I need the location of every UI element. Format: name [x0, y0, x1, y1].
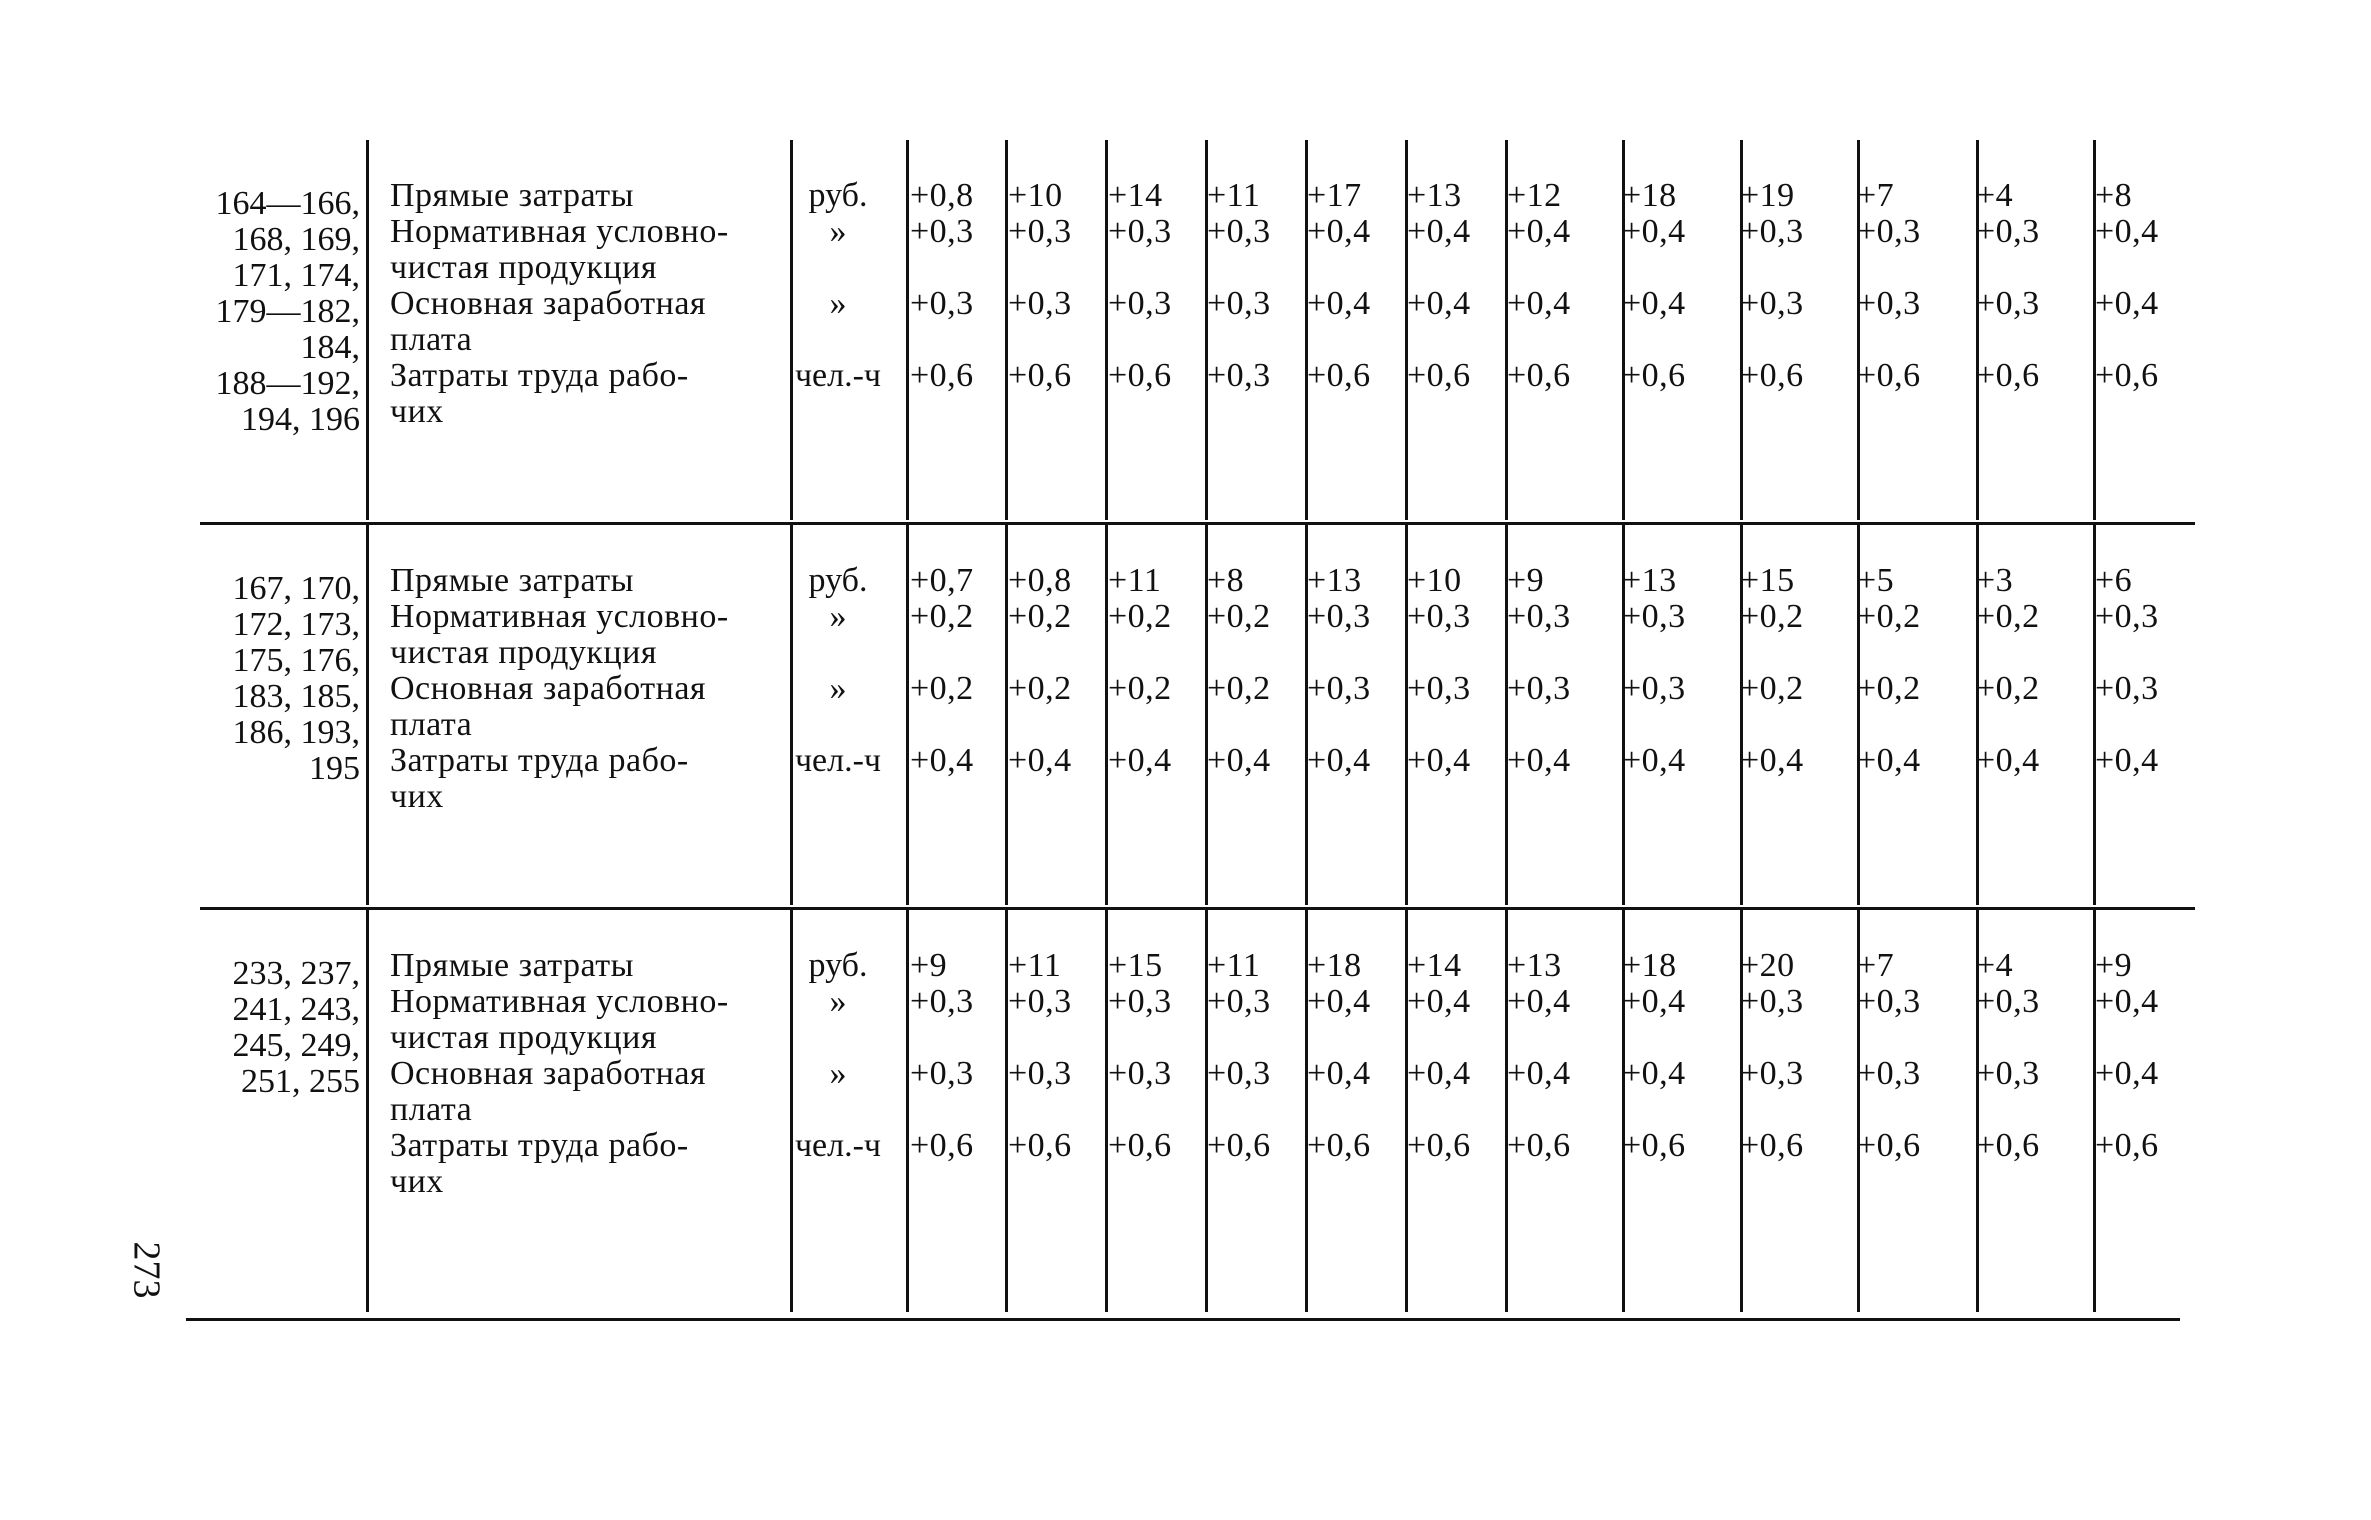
value-cell: +0,6 [1207, 1127, 1271, 1164]
value-cell: +11 [1108, 562, 1162, 599]
value-cell: +0,3 [1008, 1055, 1072, 1092]
unit-label: » [829, 285, 847, 322]
value-cell: +0,4 [1507, 1055, 1571, 1092]
value-cell: +0,3 [1108, 1055, 1172, 1092]
paragraph-code: 233, 237, [232, 955, 360, 992]
paragraph-code: 171, 174, [232, 257, 360, 294]
unit-label: руб. [808, 947, 868, 984]
value-cell: +0,4 [1622, 285, 1686, 322]
unit-label: чел.-ч [794, 1127, 882, 1164]
value-cell: +19 [1740, 177, 1795, 214]
value-cell: +0,3 [1108, 983, 1172, 1020]
value-cell: +0,3 [910, 285, 974, 322]
indicator-label: Основная заработная [390, 670, 707, 707]
value-cell: +0,4 [1507, 213, 1571, 250]
paragraph-code: 175, 176, [232, 642, 360, 679]
indicator-label: плата [390, 706, 473, 743]
unit-label: руб. [808, 177, 868, 214]
paragraph-code: 168, 169, [232, 221, 360, 258]
value-cell: +0,6 [1407, 357, 1471, 394]
column-divider [906, 910, 909, 1312]
paragraph-code: 184, [300, 329, 360, 366]
value-cell: +10 [1407, 562, 1462, 599]
value-cell: +0,7 [910, 562, 974, 599]
indicator-label: чих [390, 1163, 444, 1200]
value-cell: +9 [910, 947, 948, 984]
value-cell: +0,4 [1622, 983, 1686, 1020]
value-cell: +0,3 [1857, 213, 1921, 250]
value-cell: +15 [1108, 947, 1163, 984]
paragraph-code: 183, 185, [232, 678, 360, 715]
value-cell: +0,3 [1207, 983, 1271, 1020]
value-cell: +0,6 [1507, 1127, 1571, 1164]
value-cell: +0,3 [1857, 285, 1921, 322]
value-cell: +0,6 [1307, 357, 1371, 394]
value-cell: +0,3 [1857, 983, 1921, 1020]
section-rule [200, 522, 2195, 525]
value-cell: +0,4 [1407, 213, 1471, 250]
value-cell: +0,4 [2095, 983, 2159, 1020]
value-cell: +0,3 [1108, 285, 1172, 322]
value-cell: +0,2 [1857, 598, 1921, 635]
value-cell: +0,3 [1207, 285, 1271, 322]
value-cell: +9 [2095, 947, 2133, 984]
value-cell: +8 [1207, 562, 1245, 599]
value-cell: +0,3 [1307, 598, 1371, 635]
value-cell: +0,4 [1307, 1055, 1371, 1092]
value-cell: +0,6 [1507, 357, 1571, 394]
value-cell: +0,3 [1207, 213, 1271, 250]
value-cell: +0,6 [1307, 1127, 1371, 1164]
column-divider [366, 140, 369, 520]
value-cell: +0,6 [1108, 357, 1172, 394]
paragraph-code: 194, 196 [241, 401, 360, 438]
value-cell: +0,3 [1740, 1055, 1804, 1092]
column-divider [366, 910, 369, 1312]
indicator-label: Основная заработная [390, 1055, 707, 1092]
value-cell: +0,3 [1857, 1055, 1921, 1092]
value-cell: +0,3 [1407, 598, 1471, 635]
value-cell: +4 [1976, 177, 2014, 214]
value-cell: +4 [1976, 947, 2014, 984]
value-cell: +0,4 [2095, 742, 2159, 779]
column-divider [906, 140, 909, 520]
value-cell: +0,2 [1207, 670, 1271, 707]
value-cell: +0,3 [1507, 670, 1571, 707]
column-divider [366, 525, 369, 905]
value-cell: +0,6 [1008, 357, 1072, 394]
indicator-label: чистая продукция [390, 249, 657, 286]
value-cell: +0,4 [1857, 742, 1921, 779]
value-cell: +12 [1507, 177, 1562, 214]
indicator-label: чистая продукция [390, 1019, 657, 1056]
value-cell: +0,6 [1740, 357, 1804, 394]
value-cell: +10 [1008, 177, 1063, 214]
value-cell: +0,3 [1976, 983, 2040, 1020]
unit-label: » [829, 1055, 847, 1092]
value-cell: +14 [1407, 947, 1462, 984]
paragraph-code: 186, 193, [232, 714, 360, 751]
value-cell: +0,2 [910, 670, 974, 707]
value-cell: +18 [1622, 947, 1677, 984]
unit-label: чел.-ч [794, 357, 882, 394]
value-cell: +0,2 [910, 598, 974, 635]
indicator-label: Прямые затраты [390, 177, 634, 214]
value-cell: +0,6 [1622, 1127, 1686, 1164]
value-cell: +0,3 [1976, 285, 2040, 322]
value-cell: +13 [1307, 562, 1362, 599]
paragraph-code: 245, 249, [232, 1027, 360, 1064]
value-cell: +0,3 [1307, 670, 1371, 707]
page-number: 273 [125, 1241, 168, 1299]
value-cell: +13 [1622, 562, 1677, 599]
value-cell: +0,8 [910, 177, 974, 214]
value-cell: +13 [1407, 177, 1462, 214]
value-cell: +0,6 [1976, 1127, 2040, 1164]
value-cell: +7 [1857, 177, 1895, 214]
value-cell: +0,4 [1507, 742, 1571, 779]
value-cell: +0,2 [1008, 598, 1072, 635]
value-cell: +8 [2095, 177, 2133, 214]
indicator-label: Нормативная условно- [390, 598, 729, 635]
value-cell: +0,4 [1507, 285, 1571, 322]
paragraph-code: 241, 243, [232, 991, 360, 1028]
indicator-label: чистая продукция [390, 634, 657, 671]
unit-label: » [829, 983, 847, 1020]
value-cell: +6 [2095, 562, 2133, 599]
value-cell: +0,3 [1207, 1055, 1271, 1092]
indicator-label: чих [390, 778, 444, 815]
paragraph-code: 195 [309, 750, 360, 787]
value-cell: +0,6 [1008, 1127, 1072, 1164]
value-cell: +11 [1207, 177, 1261, 214]
value-cell: +0,3 [1108, 213, 1172, 250]
value-cell: +0,4 [1407, 742, 1471, 779]
value-cell: +0,6 [1857, 1127, 1921, 1164]
value-cell: +0,6 [910, 357, 974, 394]
value-cell: +0,2 [1108, 670, 1172, 707]
value-cell: +0,3 [1740, 213, 1804, 250]
value-cell: +0,3 [1407, 670, 1471, 707]
value-cell: +15 [1740, 562, 1795, 599]
value-cell: +0,3 [1507, 598, 1571, 635]
value-cell: +0,2 [1008, 670, 1072, 707]
value-cell: +0,3 [2095, 598, 2159, 635]
column-divider [906, 525, 909, 905]
unit-label: » [829, 670, 847, 707]
value-cell: +0,3 [1008, 213, 1072, 250]
value-cell: +0,4 [1008, 742, 1072, 779]
indicator-label: Прямые затраты [390, 562, 634, 599]
value-cell: +0,3 [1008, 983, 1072, 1020]
indicator-label: Нормативная условно- [390, 213, 729, 250]
value-cell: +0,4 [1622, 1055, 1686, 1092]
value-cell: +3 [1976, 562, 2014, 599]
value-cell: +11 [1207, 947, 1261, 984]
value-cell: +0,3 [910, 983, 974, 1020]
value-cell: +0,3 [1622, 598, 1686, 635]
value-cell: +13 [1507, 947, 1562, 984]
value-cell: +0,6 [1407, 1127, 1471, 1164]
section-rule [200, 907, 2195, 910]
value-cell: +0,4 [2095, 285, 2159, 322]
value-cell: +0,6 [1857, 357, 1921, 394]
value-cell: +0,4 [1108, 742, 1172, 779]
value-cell: +0,4 [1622, 213, 1686, 250]
value-cell: +0,4 [1307, 285, 1371, 322]
value-cell: +0,4 [1976, 742, 2040, 779]
value-cell: +0,4 [1507, 983, 1571, 1020]
value-cell: +11 [1008, 947, 1062, 984]
unit-label: » [829, 598, 847, 635]
paragraph-code: 179—182, [215, 293, 360, 330]
value-cell: +0,3 [1207, 357, 1271, 394]
paragraph-code: 164—166, [215, 185, 360, 222]
value-cell: +0,3 [1976, 1055, 2040, 1092]
value-cell: +0,4 [2095, 213, 2159, 250]
indicator-label: плата [390, 321, 473, 358]
value-cell: +0,4 [1622, 742, 1686, 779]
value-cell: +0,2 [1740, 598, 1804, 635]
value-cell: +7 [1857, 947, 1895, 984]
indicator-label: Затраты труда рабо- [390, 357, 689, 394]
paragraph-code: 172, 173, [232, 606, 360, 643]
indicator-label: Затраты труда рабо- [390, 742, 689, 779]
value-cell: +0,3 [1740, 983, 1804, 1020]
value-cell: +9 [1507, 562, 1545, 599]
indicator-label: Нормативная условно- [390, 983, 729, 1020]
paragraph-code: 251, 255 [241, 1063, 360, 1100]
value-cell: +0,6 [1976, 357, 2040, 394]
paragraph-code: 167, 170, [232, 570, 360, 607]
value-cell: +5 [1857, 562, 1895, 599]
value-cell: +0,2 [1976, 670, 2040, 707]
indicator-label: Прямые затраты [390, 947, 634, 984]
value-cell: +0,4 [1740, 742, 1804, 779]
value-cell: +14 [1108, 177, 1163, 214]
indicator-label: Основная заработная [390, 285, 707, 322]
value-cell: +0,3 [910, 1055, 974, 1092]
paragraph-code: 188—192, [215, 365, 360, 402]
value-cell: +0,4 [2095, 1055, 2159, 1092]
value-cell: +0,6 [2095, 357, 2159, 394]
value-cell: +0,2 [1857, 670, 1921, 707]
value-cell: +0,3 [1622, 670, 1686, 707]
value-cell: +0,4 [1307, 742, 1371, 779]
value-cell: +0,4 [910, 742, 974, 779]
unit-label: чел.-ч [794, 742, 882, 779]
value-cell: +0,6 [910, 1127, 974, 1164]
value-cell: +0,3 [1740, 285, 1804, 322]
value-cell: +20 [1740, 947, 1795, 984]
value-cell: +0,4 [1307, 983, 1371, 1020]
section-rule [186, 1318, 2180, 1321]
value-cell: +0,6 [1108, 1127, 1172, 1164]
value-cell: +0,4 [1307, 213, 1371, 250]
value-cell: +18 [1307, 947, 1362, 984]
value-cell: +0,6 [1740, 1127, 1804, 1164]
value-cell: +0,4 [1407, 983, 1471, 1020]
value-cell: +0,4 [1407, 285, 1471, 322]
value-cell: +0,6 [1622, 357, 1686, 394]
value-cell: +0,3 [910, 213, 974, 250]
value-cell: +0,2 [1108, 598, 1172, 635]
value-cell: +0,8 [1008, 562, 1072, 599]
value-cell: +0,2 [1740, 670, 1804, 707]
value-cell: +0,4 [1407, 1055, 1471, 1092]
indicator-label: чих [390, 393, 444, 430]
value-cell: +0,3 [1008, 285, 1072, 322]
value-cell: +0,6 [2095, 1127, 2159, 1164]
unit-label: » [829, 213, 847, 250]
unit-label: руб. [808, 562, 868, 599]
value-cell: +0,2 [1207, 598, 1271, 635]
value-cell: +0,3 [1976, 213, 2040, 250]
indicator-label: плата [390, 1091, 473, 1128]
value-cell: +0,2 [1976, 598, 2040, 635]
value-cell: +17 [1307, 177, 1362, 214]
value-cell: +0,4 [1207, 742, 1271, 779]
value-cell: +0,3 [2095, 670, 2159, 707]
indicator-label: Затраты труда рабо- [390, 1127, 689, 1164]
value-cell: +18 [1622, 177, 1677, 214]
